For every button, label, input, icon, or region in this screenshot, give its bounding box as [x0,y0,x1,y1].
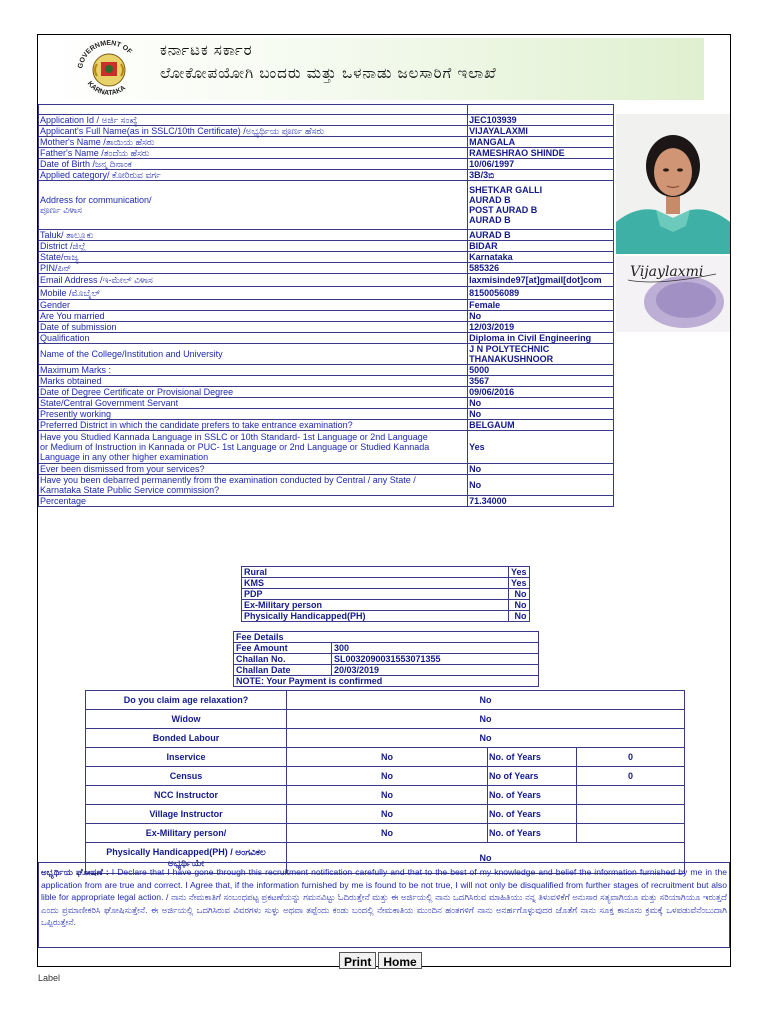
field-label: State/ರಾಜ್ಯ [39,252,468,263]
table-row [242,578,530,589]
claim-value: No [287,824,488,843]
claim-value: No [287,691,685,710]
field-value: VIJAYALAXMI [468,126,614,137]
field-value: Yes [468,431,614,464]
claim-label: Bonded Labour [86,729,287,748]
table-row [39,311,614,322]
table-row [39,241,614,252]
fee-title: Fee Details [234,632,539,643]
claim-label: Do you claim age relaxation? [86,691,287,710]
table-row [39,181,614,230]
flag-value: No [509,600,530,611]
field-value: 10/06/1997 [468,159,614,170]
field-label: Marks obtained [39,376,468,387]
fee-value: SL0032090031553071355 [331,654,538,665]
payment-note: NOTE: Your Payment is confirmed [234,676,539,687]
field-label: Email Address /ಇ-ಮೇಲ್ ವಿಳಾಸ [39,274,468,287]
field-label: Mobile /ಮೊಬೈಲ್ [39,287,468,300]
field-value: laxmisinde97[at]gmail[dot]com [468,274,614,287]
table-row [39,496,614,507]
table-row [39,300,614,311]
table-row [39,148,614,159]
field-value: 12/03/2019 [468,322,614,333]
table-row [234,665,539,676]
field-label: Ever been dismissed from your services? [39,464,468,475]
years-label: No. of Years [488,824,577,843]
flag-value: No [509,589,530,600]
years-label: No. of Years [488,805,577,824]
table-row [234,632,539,643]
table-row [39,115,614,126]
claim-value: No [287,710,685,729]
table-row [39,420,614,431]
applicant-details-table [38,104,614,507]
claim-value: No [287,729,685,748]
svg-text:Vijaylaxmi: Vijaylaxmi [630,264,704,280]
field-label: Taluk/ ತಾಲ್ಲೂಕು [39,230,468,241]
claim-value: No [287,767,488,786]
field-value: JEC103939 [468,115,614,126]
svg-text:GOVERNMENT OF: GOVERNMENT OF [77,40,133,70]
claim-value: No [287,748,488,767]
declaration-text: I Declare that I have gone through this recruitment notification carefully and that to the best of my knowledge and belief the information furnished by me in the application from are true and correct. I Agree that, if the information furnished by me is found to be not true, I will not only be disqualified from further stages of recruitment but also lible for appropriate legal action. / ನಾನು ನೇಮಕಾತಿಗೆ ಸಂಬಂಧಪಟ್ಟ ಪ್ರಕಟಣೆಯನ್ನು ಗಮನವಿಟ್ಟು ಓದಿರುತ್ತೇನೆ ಮತ್ತು ಈ ಅರ್ಜಿಯಲ್ಲಿ ನಾನು ಒದಗಿಸಿರುವ ಮಾಹಿತಿಯು ನನ್ನ ತಿಳುವಳಿಕೆಗೆ ಅನುಸಾರ ಸತ್ಯವಾಗಿಯೂ ಮತ್ತು ಸರಿಯಾಗಿಯೂ ಇರುತ್ತದೆ ಎಂದು ಪ್ರಮಾಣೀಕರಿಸಿ ಘೋಷಿಸುತ್ತೇನೆ. ಈ ಅರ್ಜಿಯಲ್ಲಿ ಒದಗಿಸಿರುವ ವಿವರಗಳು ಸುಳ್ಳು ಅಥವಾ ತಪ್ಪೆಂದು ಕಂಡು ಬಂದಲ್ಲಿ ನೇಮಕಾತಿಯ ಮುಂದಿನ ಹಂತಗಳಿಗೆ ನಾನು ಅನರ್ಹಗೊಳ್ಳುವುದರ ಜೊತೆಗೆ ನಾನು ಸೂಕ್ತ ಕಾನೂನು ಕ್ರಮಕ್ಕೆ ಒಳಪಡುವೆನೆಂಬುದಾಗಿ ಒಪ್ಪಿರುತ್ತೇನೆ. [41,867,728,927]
karnataka-emblem-icon [70,40,148,98]
field-value: 71.34000 [468,496,614,507]
table-row [234,643,539,654]
table-row [242,600,530,611]
header-title-line1: ಕರ್ನಾಟಕ ಸರ್ಕಾರ [160,42,253,59]
field-label: Preferred District in which the candidate prefers to take entrance examination? [39,420,468,431]
table-row [86,805,685,824]
ph-label-line2: ಅಭ್ಯರ್ಥಿಯೇ [167,858,205,868]
fee-label: Challan Date [234,665,332,676]
field-label: Presently working [39,409,468,420]
field-label: Gender [39,300,468,311]
category-flags-table [241,566,530,622]
table-row [39,252,614,263]
table-row [86,710,685,729]
table-row [234,676,539,687]
applicant-signature [616,256,730,332]
header-title-line2: ಲೋಕೋಪಯೋಗಿ ಬಂದರು ಮತ್ತು ಒಳನಾಡು ಜಲಸಾರಿಗೆ ಇಲಾಖೆ [160,65,497,82]
field-value: 3B/3ಬಿ [468,170,614,181]
flag-label: PDP [242,589,509,600]
flag-value: No [509,611,530,622]
field-value: No [468,409,614,420]
table-row [39,322,614,333]
table-row [242,611,530,622]
table-row [39,431,614,464]
table-row [86,748,685,767]
field-value: 8150056089 [468,287,614,300]
print-button[interactable]: Print [339,952,376,969]
table-row [39,333,614,344]
action-buttons [339,952,422,969]
table-row [39,274,614,287]
table-row [242,589,530,600]
table-row [86,786,685,805]
fee-details-table [233,631,539,687]
field-label: Maximum Marks : [39,365,468,376]
field-label: PIN/ಪಿನ್ [39,263,468,274]
declaration-heading: ಅಭ್ಯರ್ಥಿಯ ಘೋಷಣೆ : [41,867,109,877]
field-label: Are You married [39,311,468,322]
years-label: No of Years [488,767,577,786]
table-row [39,464,614,475]
table-row [39,344,614,365]
field-value: BIDAR [468,241,614,252]
field-label: Date of Birth /ಜನ್ಮ ದಿನಾಂಕ [39,159,468,170]
years-label: No. of Years [488,786,577,805]
field-label: Percentage [39,496,468,507]
field-value: No [468,311,614,322]
table-row [39,409,614,420]
field-value: RAMESHRAO SHINDE [468,148,614,159]
field-label: State/Central Government Servant [39,398,468,409]
flag-value: Yes [509,578,530,589]
field-value: Female [468,300,614,311]
table-row [39,263,614,274]
field-label: Have you been debarred permanently from the examination conducted by Central / any State / Karnataka State Public Service commission? [39,475,468,496]
ph-label-line1: Physically Handicapped(PH) / ಅಂಗವಿಕಲ [106,847,266,857]
claim-label: Census [86,767,287,786]
table-row [242,567,530,578]
table-row [39,387,614,398]
table-row [39,159,614,170]
flag-label: KMS [242,578,509,589]
field-label: Qualification [39,333,468,344]
claim-label: Inservice [86,748,287,767]
fee-label: Fee Amount [234,643,332,654]
flag-label: Physically Handicapped(PH) [242,611,509,622]
field-value: Diploma in Civil Engineering [468,333,614,344]
field-value: No [468,475,614,496]
years-value [577,786,685,805]
years-label: No. of Years [488,748,577,767]
field-value: SHETKAR GALLI AURAD B POST AURAD B AURAD B [468,181,614,230]
field-value: MANGALA [468,137,614,148]
svg-text:KARNATAKA: KARNATAKA [85,80,128,97]
field-label: Father's Name /ತಂದೆಯ ಹೆಸರು [39,148,468,159]
field-label: Have you Studied Kannada Language in SSLC or 10th Standard- 1st Language or 2nd Language or Medium of Instruction in Kannada or PUC- 1st Language or 2nd Language or Studied Kannada Language in any other higher examination [39,431,468,464]
field-label: Date of Degree Certificate or Provisional Degree [39,387,468,398]
field-value: J N POLYTECHNIC THANAKUSHNOOR [468,344,614,365]
fee-value: 300 [331,643,538,654]
field-label: Applicant's Full Name(as in SSLC/10th Certificate) /ಅಭ್ಯರ್ಥಿಯ ಪೂರ್ಣ ಹೆಸರು [39,126,468,137]
years-value: 0 [577,767,685,786]
field-value: 09/06/2016 [468,387,614,398]
claim-value: No [287,805,488,824]
field-value: 3567 [468,376,614,387]
claim-value: No [287,786,488,805]
footer-label: Label [38,973,61,983]
table-row [39,230,614,241]
years-value [577,824,685,843]
field-label: Applied category/ ಕೋರಿರುವ ವರ್ಗ [39,170,468,181]
table-row-spacer [39,105,614,115]
field-label: Name of the College/Institution and University [39,344,468,365]
declaration-box [38,862,730,948]
claim-value: No [287,843,685,874]
field-label: Mother's Name /ತಾಯಿಯ ಹೆಸರು [39,137,468,148]
field-label: Application Id / ಅರ್ಜಿ ಸಂಖ್ಯೆ [39,115,468,126]
table-row [39,126,614,137]
claim-label: Village Instructor [86,805,287,824]
table-row [39,137,614,148]
field-label: District /ಜಿಲ್ಲೆ [39,241,468,252]
field-value: AURAD B [468,230,614,241]
table-row [39,376,614,387]
years-value: 0 [577,748,685,767]
table-row [39,365,614,376]
fee-label: Challan No. [234,654,332,665]
field-label: Address for communication/ ಪೂರ್ಣ ವಿಳಾಸ [39,181,468,230]
field-value: Karnataka [468,252,614,263]
claim-label: Ex-Military person/ [86,824,287,843]
table-row [86,729,685,748]
field-value: BELGAUM [468,420,614,431]
field-value: No [468,464,614,475]
field-value: 5000 [468,365,614,376]
table-row [234,654,539,665]
table-row [86,767,685,786]
fee-value: 20/03/2019 [331,665,538,676]
field-value: No [468,398,614,409]
flag-value: Yes [509,567,530,578]
field-value: 585326 [468,263,614,274]
claim-label: NCC Instructor [86,786,287,805]
claims-table [85,690,685,874]
table-row [86,824,685,843]
flag-label: Ex-Military person [242,600,509,611]
claim-label: Widow [86,710,287,729]
home-button[interactable]: Home [378,952,421,969]
table-row [39,475,614,496]
flag-label: Rural [242,567,509,578]
table-row [86,691,685,710]
table-row [39,170,614,181]
table-row [39,287,614,300]
field-label: Date of submission [39,322,468,333]
applicant-photo [616,114,730,254]
years-value [577,805,685,824]
table-row [39,398,614,409]
